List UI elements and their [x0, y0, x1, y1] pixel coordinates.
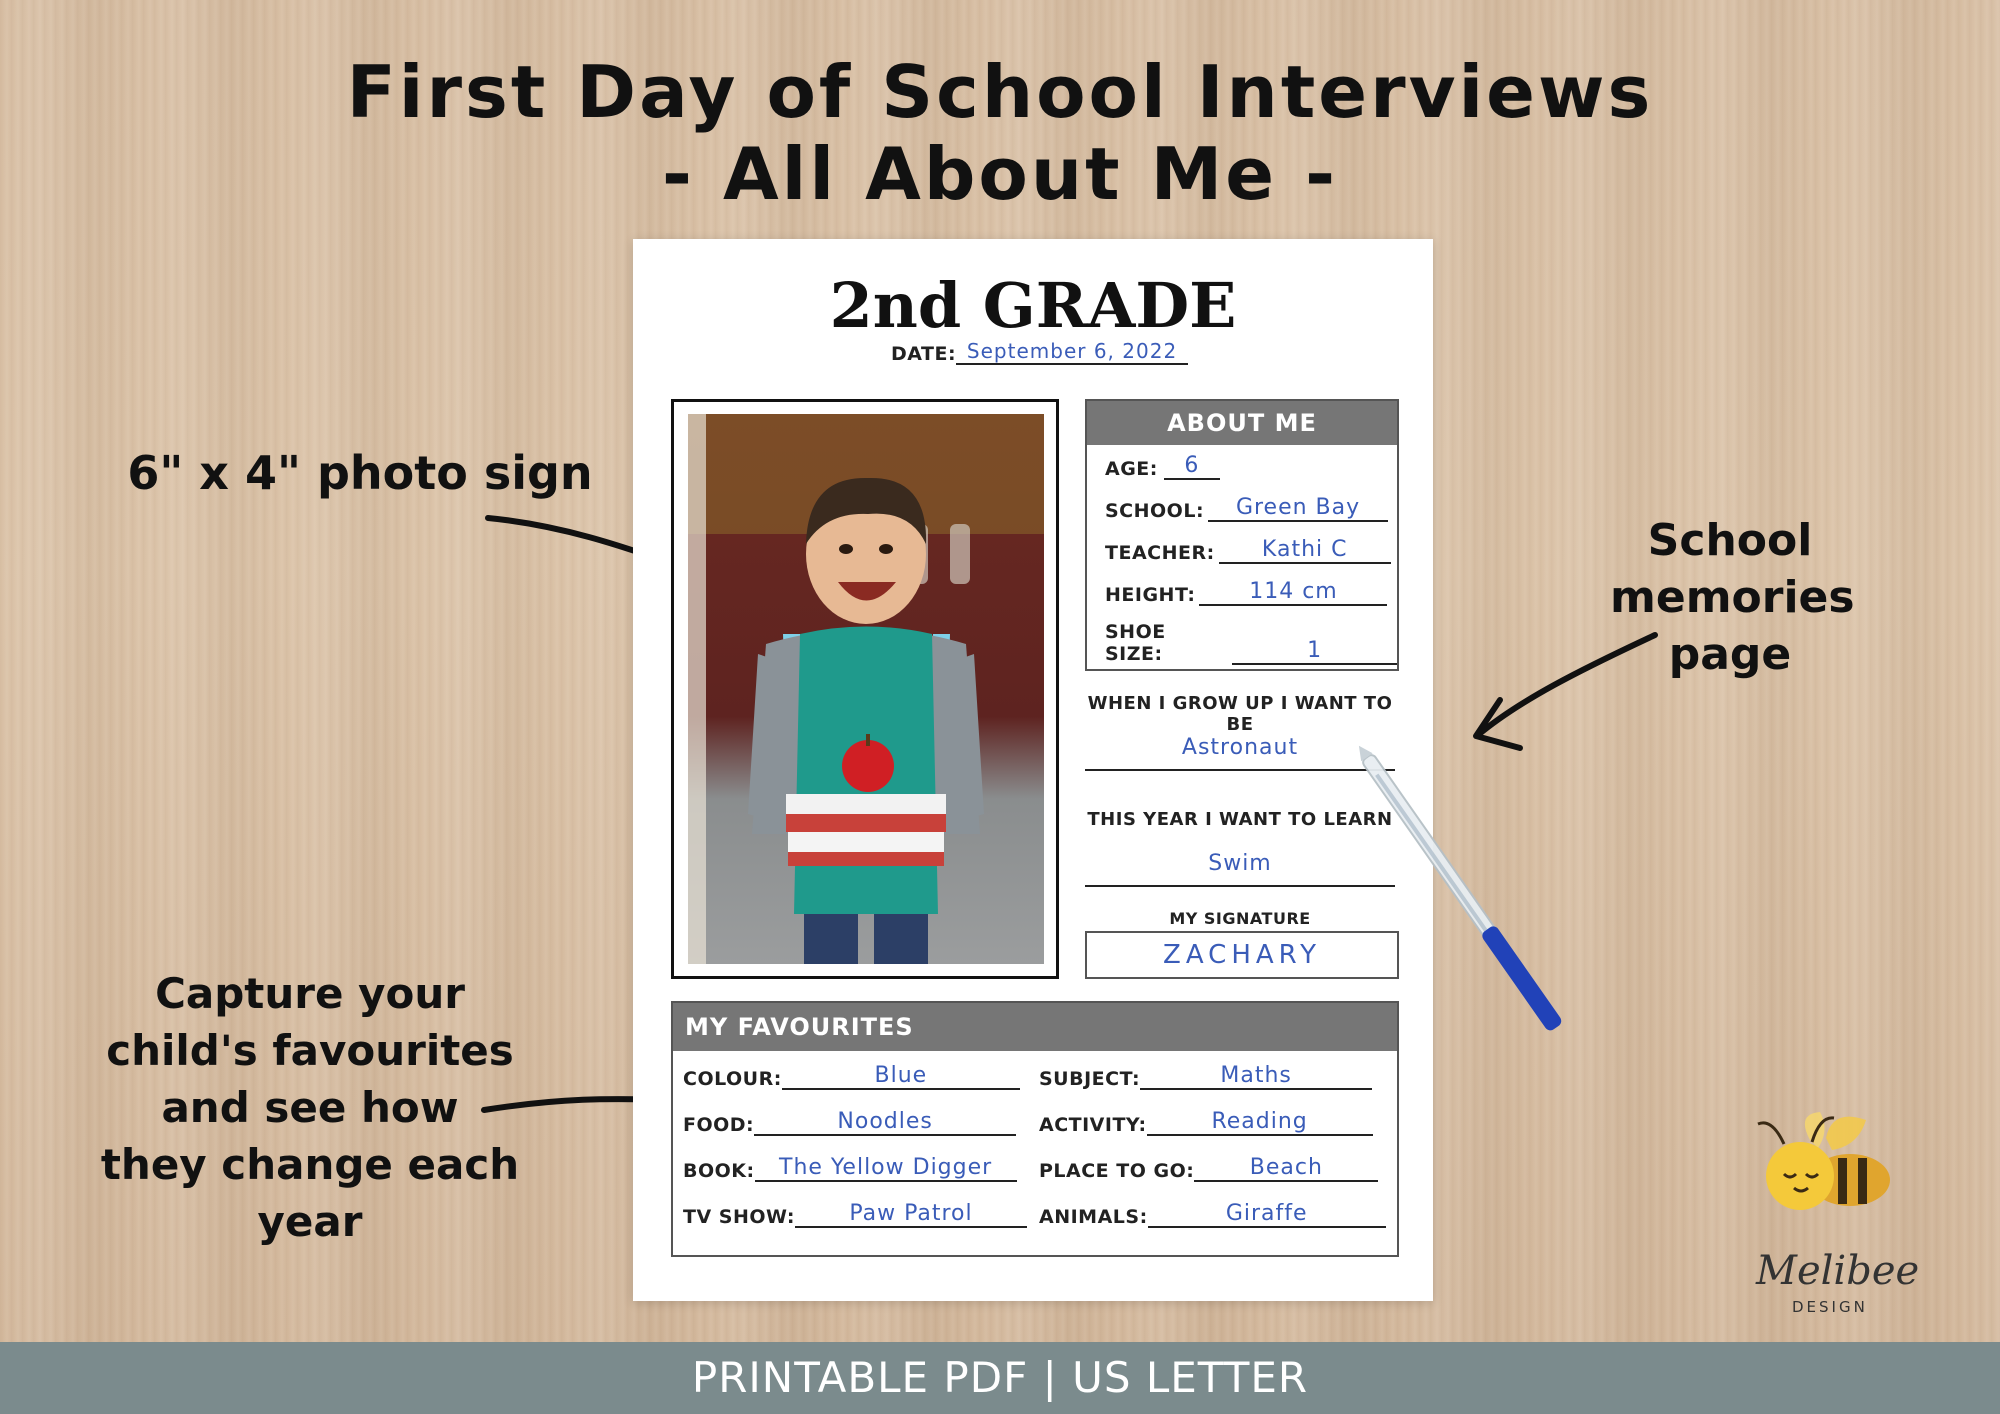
about-row-age — [1105, 453, 1220, 480]
book-label: BOOK: — [683, 1160, 755, 1182]
about-me-box — [1085, 399, 1399, 671]
worksheet-page — [633, 239, 1433, 1301]
school-label: SCHOOL: — [1105, 500, 1205, 522]
fav-row-animals — [1039, 1201, 1386, 1228]
child-photo-illustration — [688, 414, 1044, 964]
about-row-school — [1105, 495, 1388, 522]
subject-label: SUBJECT: — [1039, 1068, 1141, 1090]
teacher-label: TEACHER: — [1105, 542, 1215, 564]
date-row — [891, 339, 1188, 365]
footer-banner: PRINTABLE PDF | US LETTER — [0, 1342, 2000, 1414]
about-me-heading: ABOUT ME — [1087, 401, 1397, 445]
tv-show-label: TV SHOW: — [683, 1206, 795, 1228]
fav-row-food — [683, 1109, 1016, 1136]
favourites-line-3: and see how — [161, 1083, 459, 1132]
favourites-box — [671, 1001, 1399, 1257]
memories-line-2: memories — [1610, 572, 1855, 623]
fav-row-activity — [1039, 1109, 1373, 1136]
about-row-teacher — [1105, 537, 1391, 564]
subject-value: Maths — [1140, 1063, 1372, 1090]
shoe-size-label: SHOE SIZE: — [1105, 621, 1166, 665]
learn-value: Swim — [1085, 851, 1395, 887]
favourites-heading: MY FAVOURITES — [673, 1003, 1397, 1051]
school-value: Green Bay — [1208, 495, 1388, 522]
height-value: 114 cm — [1199, 579, 1387, 606]
signature-label: MY SIGNATURE — [1169, 909, 1311, 928]
animals-label: ANIMALS: — [1039, 1206, 1148, 1228]
fav-row-colour — [683, 1063, 1020, 1090]
place-to-go-label: PLACE TO GO: — [1039, 1160, 1195, 1182]
age-value: 6 — [1164, 453, 1220, 480]
pen-icon — [1340, 720, 1620, 1100]
memories-line-1: School — [1647, 515, 1813, 566]
fav-row-book — [683, 1155, 1017, 1182]
fav-row-place-to-go — [1039, 1155, 1378, 1182]
colour-label: COLOUR: — [683, 1068, 782, 1090]
brand-subtitle: DESIGN — [1792, 1298, 1868, 1316]
tv-show-value: Paw Patrol — [795, 1201, 1027, 1228]
activity-value: Reading — [1147, 1109, 1373, 1136]
grow-up-label: WHEN I GROW UP I WANT TO BE — [1087, 693, 1393, 735]
date-value: September 6, 2022 — [956, 339, 1188, 365]
memories-line-3: page — [1668, 629, 1792, 680]
favourites-line-1: Capture your — [155, 969, 465, 1018]
photo-frame — [671, 399, 1059, 979]
teacher-value: Kathi C — [1219, 537, 1391, 564]
child-photo — [688, 414, 1044, 964]
book-value: The Yellow Digger — [755, 1155, 1017, 1182]
brand-name: Melibee — [1756, 1248, 1920, 1294]
colour-value: Blue — [782, 1063, 1020, 1090]
animals-value: Giraffe — [1148, 1201, 1386, 1228]
about-row-shoe-size — [1105, 621, 1397, 665]
favourites-line-4: they change each — [100, 1140, 520, 1189]
age-label: AGE: — [1105, 458, 1158, 480]
page-subtitle: - All About Me - — [662, 132, 1338, 216]
about-row-height — [1105, 579, 1387, 606]
grade-heading: 2nd GRADE — [829, 269, 1237, 342]
fav-row-tv-show — [683, 1201, 1027, 1228]
height-label: HEIGHT: — [1105, 584, 1196, 606]
fav-row-subject — [1039, 1063, 1372, 1090]
favourites-line-2: child's favourites — [106, 1026, 514, 1075]
page-title: First Day of School Interviews — [346, 50, 1654, 134]
photo-sign-text: 6" x 4" photo sign — [127, 446, 593, 500]
signature-value: ZACHARY — [1085, 931, 1399, 979]
date-label: DATE: — [891, 343, 957, 365]
food-value: Noodles — [754, 1109, 1016, 1136]
shoe-size-value: 1 — [1232, 638, 1397, 665]
activity-label: ACTIVITY: — [1039, 1114, 1147, 1136]
learn-label: THIS YEAR I WANT TO LEARN — [1087, 809, 1393, 830]
grow-up-value: Astronaut — [1085, 735, 1395, 771]
favourites-line-5: year — [257, 1197, 363, 1246]
place-to-go-value: Beach — [1194, 1155, 1378, 1182]
food-label: FOOD: — [683, 1114, 755, 1136]
